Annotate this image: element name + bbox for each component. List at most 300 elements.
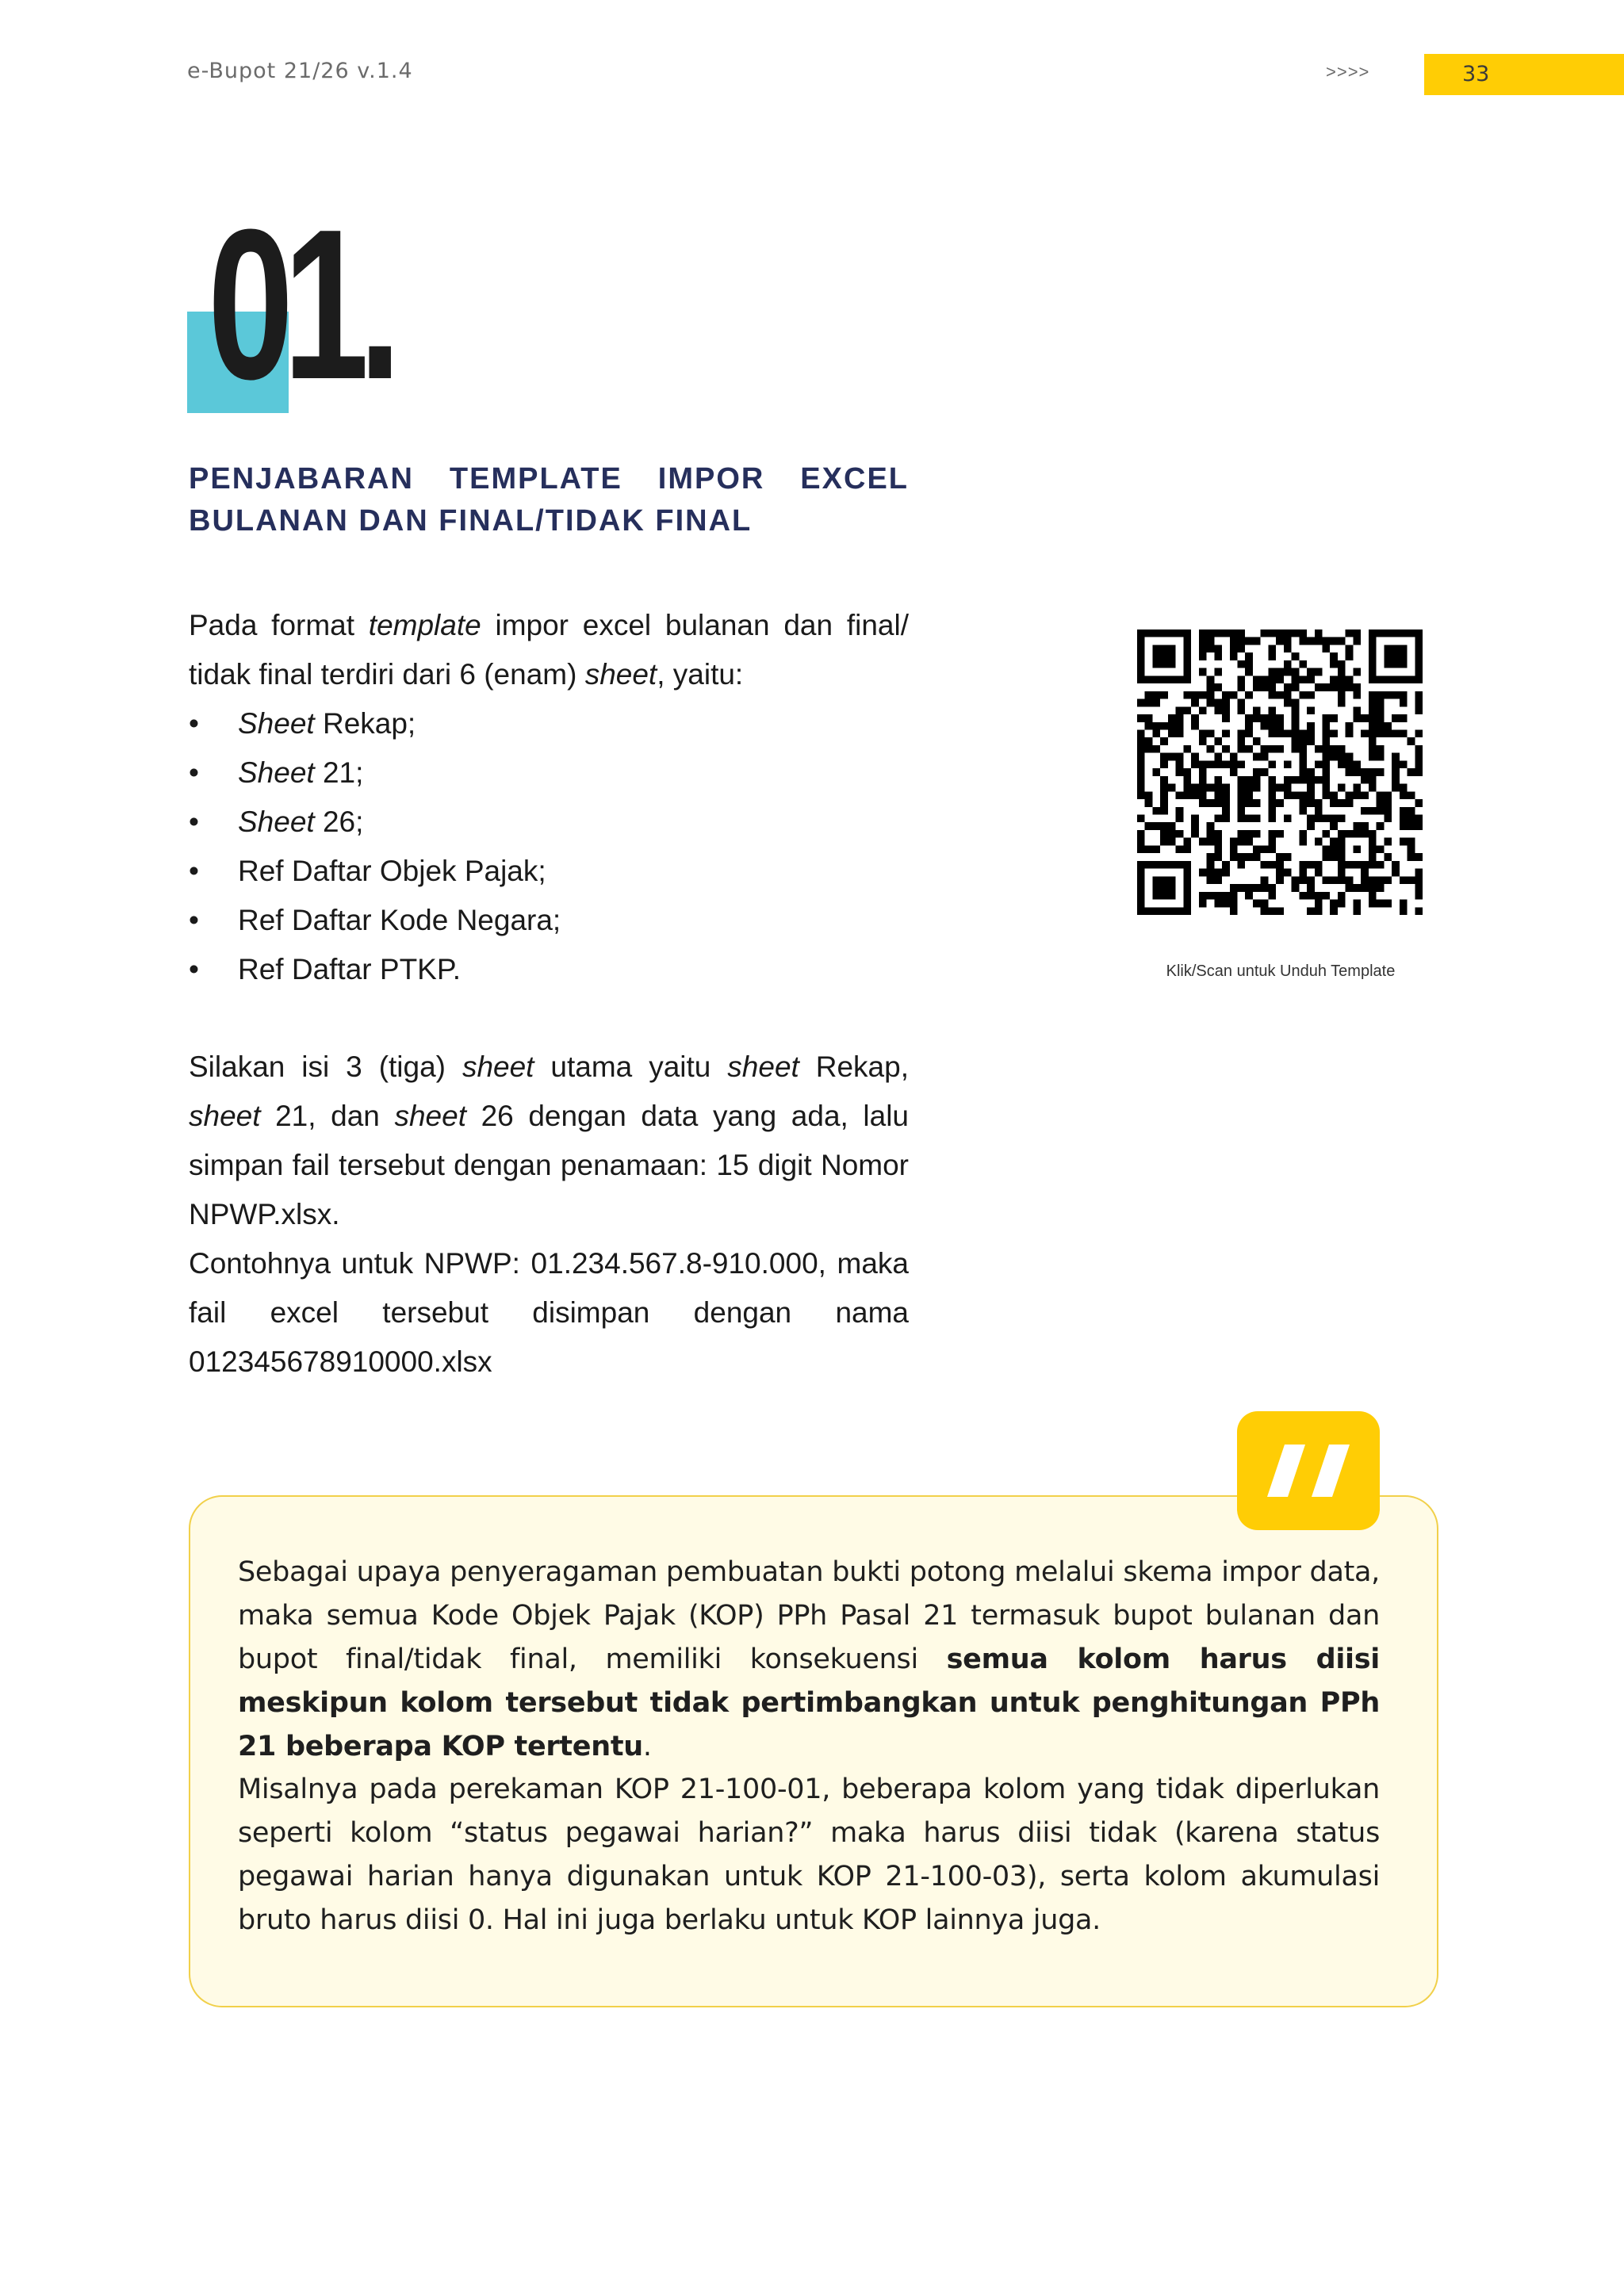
qr-module — [1315, 760, 1323, 768]
qr-module — [1276, 799, 1284, 807]
paragraph-text: 21, dan — [260, 1100, 395, 1132]
qr-module — [1268, 799, 1276, 807]
qr-module — [1353, 861, 1361, 869]
qr-module — [1299, 729, 1307, 737]
qr-module — [1137, 845, 1145, 853]
qr-module — [1408, 815, 1415, 823]
qr-module — [1323, 760, 1331, 768]
qr-module — [1415, 815, 1423, 823]
qr-module — [1268, 760, 1276, 768]
qr-module — [1400, 791, 1408, 799]
qr-module — [1160, 652, 1168, 660]
qr-module — [1199, 637, 1207, 645]
qr-module — [1268, 645, 1276, 652]
qr-module — [1237, 776, 1245, 784]
qr-module — [1377, 706, 1385, 714]
qr-module — [1207, 645, 1215, 652]
qr-module — [1323, 729, 1331, 737]
qr-module — [1384, 722, 1392, 730]
intro-emphasis: sheet — [584, 658, 657, 691]
qr-module — [1268, 629, 1276, 637]
qr-module — [1307, 768, 1315, 776]
list-item — [189, 847, 561, 896]
qr-module — [1338, 760, 1346, 768]
quote-badge — [1237, 1411, 1380, 1530]
qr-module — [1346, 830, 1354, 838]
qr-module — [1377, 807, 1385, 815]
qr-module — [1168, 884, 1176, 892]
qr-module — [1222, 799, 1230, 807]
qr-module — [1323, 745, 1331, 753]
qr-module — [1176, 815, 1184, 823]
qr-module — [1245, 652, 1253, 660]
qr-module — [1230, 691, 1238, 699]
qr-module — [1330, 675, 1338, 683]
qr-module — [1369, 753, 1377, 761]
qr-module — [1168, 830, 1176, 838]
qr-module — [1292, 729, 1300, 737]
qr-module — [1361, 776, 1369, 784]
qr-module — [1237, 737, 1245, 745]
qr-module — [1323, 830, 1331, 838]
qr-module — [1415, 869, 1423, 877]
qr-module — [1346, 760, 1354, 768]
qr-module — [1353, 691, 1361, 699]
qr-module — [1369, 892, 1377, 900]
qr-module — [1261, 675, 1269, 683]
qr-module — [1353, 791, 1361, 799]
qr-module — [1284, 853, 1292, 861]
qr-module — [1384, 876, 1392, 884]
qr-module — [1191, 822, 1199, 830]
qr-module — [1415, 876, 1423, 884]
qr-module — [1199, 668, 1207, 676]
qr-module — [1199, 838, 1207, 846]
qr-module — [1315, 629, 1323, 637]
qr-module — [1323, 737, 1331, 745]
qr-module — [1245, 830, 1253, 838]
qr-module — [1245, 660, 1253, 668]
qr-module — [1245, 745, 1253, 753]
qr-module — [1307, 892, 1315, 900]
qr-module — [1307, 884, 1315, 892]
qr-module — [1222, 745, 1230, 753]
qr-module — [1199, 799, 1207, 807]
qr-module — [1230, 853, 1238, 861]
qr-module — [1183, 745, 1191, 753]
qr-module — [1160, 645, 1168, 652]
qr-module — [1292, 675, 1300, 683]
qr-module — [1191, 760, 1199, 768]
qr-module — [1415, 652, 1423, 660]
qr-module — [1323, 892, 1331, 900]
qr-module — [1369, 845, 1377, 853]
qr-module — [1415, 760, 1423, 768]
qr-module — [1199, 869, 1207, 877]
qr-module — [1384, 729, 1392, 737]
paragraph-text: utama yaitu — [534, 1050, 728, 1083]
qr-module — [1330, 853, 1338, 861]
qr-module — [1338, 830, 1346, 838]
qr-module — [1346, 683, 1354, 691]
qr-module — [1377, 822, 1385, 830]
qr-module — [1276, 714, 1284, 722]
qr-module — [1160, 791, 1168, 799]
qr-module — [1353, 629, 1361, 637]
qr-module — [1377, 629, 1385, 637]
qr-module — [1415, 768, 1423, 776]
qr-module — [1415, 699, 1423, 707]
qr-module — [1152, 845, 1160, 853]
qr-module — [1299, 791, 1307, 799]
qr-module — [1268, 668, 1276, 676]
qr-module — [1292, 629, 1300, 637]
list-item — [189, 748, 561, 798]
qr-module — [1392, 776, 1400, 784]
qr-module — [1369, 699, 1377, 707]
qr-module — [1346, 799, 1354, 807]
qr-module — [1408, 822, 1415, 830]
qr-module — [1284, 645, 1292, 652]
qr-module — [1292, 706, 1300, 714]
qr-module — [1400, 714, 1408, 722]
qr-module — [1176, 714, 1184, 722]
qr-module — [1377, 745, 1385, 753]
qr-module — [1145, 822, 1153, 830]
qr-module — [1369, 784, 1377, 792]
bullet-icon: • — [189, 904, 199, 936]
qr-module — [1346, 675, 1354, 683]
qr-module — [1323, 784, 1331, 792]
qr-module — [1400, 807, 1408, 815]
intro-paragraph — [189, 601, 909, 699]
qr-module — [1207, 729, 1215, 737]
qr-module — [1338, 845, 1346, 853]
qr-module — [1369, 830, 1377, 838]
qr-module — [1168, 822, 1176, 830]
qr-module — [1330, 845, 1338, 853]
qr-module — [1160, 629, 1168, 637]
list-item — [189, 699, 561, 748]
qr-module — [1191, 791, 1199, 799]
qr-module — [1384, 815, 1392, 823]
qr-module — [1384, 838, 1392, 846]
qr-module — [1353, 683, 1361, 691]
qr-module — [1377, 845, 1385, 853]
qr-module — [1137, 699, 1145, 707]
qr-module — [1408, 737, 1415, 745]
qr-module — [1222, 714, 1230, 722]
qr-module — [1392, 675, 1400, 683]
qr-module — [1338, 637, 1346, 645]
qr-module — [1214, 784, 1222, 792]
qr-module — [1292, 876, 1300, 884]
qr-module — [1160, 722, 1168, 730]
qr-module — [1330, 791, 1338, 799]
qr-module — [1261, 900, 1269, 908]
intro-text: , yaitu: — [657, 658, 744, 691]
qr-module — [1369, 853, 1377, 861]
qr-module — [1137, 768, 1145, 776]
qr-module — [1346, 645, 1354, 652]
qr-module — [1323, 637, 1331, 645]
qr-module — [1276, 691, 1284, 699]
qr-module — [1237, 745, 1245, 753]
qr-module — [1145, 629, 1153, 637]
qr-module — [1253, 637, 1261, 645]
qr-module — [1207, 838, 1215, 846]
qr-module — [1261, 714, 1269, 722]
qr-module — [1145, 861, 1153, 869]
list-item — [189, 798, 561, 847]
qr-module — [1207, 822, 1215, 830]
qr-module — [1176, 807, 1184, 815]
qr-module — [1207, 760, 1215, 768]
qr-module — [1183, 691, 1191, 699]
qr-module — [1168, 753, 1176, 761]
qr-module — [1307, 706, 1315, 714]
qr-module — [1392, 645, 1400, 652]
qr-module — [1392, 660, 1400, 668]
qr-module — [1268, 892, 1276, 900]
qr-module — [1191, 830, 1199, 838]
qr-module — [1338, 675, 1346, 683]
qr-module — [1268, 845, 1276, 853]
qr-module — [1284, 699, 1292, 707]
qr-module — [1237, 791, 1245, 799]
qr-module — [1137, 876, 1145, 884]
qr-module — [1237, 729, 1245, 737]
qr-module — [1222, 706, 1230, 714]
qr-module — [1400, 652, 1408, 660]
qr-module — [1330, 876, 1338, 884]
qr-module — [1377, 900, 1385, 908]
qr-module — [1377, 714, 1385, 722]
qr-module — [1199, 629, 1207, 637]
qr-module — [1207, 876, 1215, 884]
qr-module — [1168, 784, 1176, 792]
qr-module — [1214, 753, 1222, 761]
qr-module — [1384, 675, 1392, 683]
paragraph-text: Silakan isi 3 (tiga) — [189, 1050, 462, 1083]
qr-module — [1183, 876, 1191, 884]
qr-module — [1377, 753, 1385, 761]
qr-module — [1191, 815, 1199, 823]
qr-module — [1307, 791, 1315, 799]
qr-module — [1152, 629, 1160, 637]
qr-module — [1152, 652, 1160, 660]
qr-module — [1137, 745, 1145, 753]
qr-module — [1361, 714, 1369, 722]
qr-module — [1137, 637, 1145, 645]
qr-module — [1160, 876, 1168, 884]
list-item-emphasis: Sheet — [238, 806, 315, 838]
qr-module — [1392, 753, 1400, 761]
qr-module — [1168, 907, 1176, 915]
qr-module — [1222, 861, 1230, 869]
qr-module — [1299, 861, 1307, 869]
qr-module — [1408, 807, 1415, 815]
qr-module — [1230, 838, 1238, 846]
qr-module — [1199, 776, 1207, 784]
qr-module — [1338, 815, 1346, 823]
qr-module — [1137, 907, 1145, 915]
qr-module — [1323, 776, 1331, 784]
qr-module — [1245, 853, 1253, 861]
qr-module — [1137, 729, 1145, 737]
qr-module — [1292, 714, 1300, 722]
qr-module — [1214, 645, 1222, 652]
qr-module — [1214, 629, 1222, 637]
qr-module — [1152, 729, 1160, 737]
qr-module — [1408, 629, 1415, 637]
qr-module — [1245, 722, 1253, 730]
qr-module — [1400, 760, 1408, 768]
qr-module — [1276, 907, 1284, 915]
qr-module — [1315, 683, 1323, 691]
qr-module — [1323, 876, 1331, 884]
qr-module — [1253, 900, 1261, 908]
qr-module — [1145, 791, 1153, 799]
qr-module — [1284, 869, 1292, 877]
qr-module — [1160, 691, 1168, 699]
qr-module — [1415, 629, 1423, 637]
list-item-emphasis: Sheet — [238, 756, 315, 789]
qr-module — [1137, 714, 1145, 722]
qr-module — [1408, 853, 1415, 861]
qr-module — [1315, 799, 1323, 807]
qr-module — [1299, 675, 1307, 683]
qr-module — [1145, 845, 1153, 853]
qr-module — [1222, 791, 1230, 799]
qr-module — [1199, 652, 1207, 660]
qr-module — [1230, 637, 1238, 645]
qr-module — [1292, 652, 1300, 660]
qr-module — [1415, 668, 1423, 676]
callout-bold-text: semua kolom harus diisi meskipun kolom tersebut tidak pertimbangkan untuk penghitungan PPh 21 beberapa KOP tertentu — [238, 1644, 1380, 1762]
document-title: e-Bupot 21/26 v.1.4 — [187, 59, 413, 83]
qr-module — [1392, 629, 1400, 637]
qr-module — [1369, 838, 1377, 846]
qr-module — [1330, 714, 1338, 722]
qr-module — [1346, 768, 1354, 776]
qr-module — [1237, 799, 1245, 807]
qr-module — [1183, 645, 1191, 652]
qr-module — [1152, 892, 1160, 900]
callout-text: Sebagai upaya penyeragaman pembuatan bukti potong melalui skema impor data, maka semua Kode Objek Pajak (KOP) PPh Pasal 21 termasuk bupot bulanan dan bupot final/tidak final, memiliki konsekuensi — [238, 1556, 1380, 1675]
qr-module — [1237, 629, 1245, 637]
qr-module — [1276, 675, 1284, 683]
qr-module — [1369, 652, 1377, 660]
qr-module — [1160, 861, 1168, 869]
qr-module — [1137, 869, 1145, 877]
qr-module — [1268, 884, 1276, 892]
qr-module — [1160, 753, 1168, 761]
qr-module — [1207, 853, 1215, 861]
qr-module — [1230, 753, 1238, 761]
qr-module — [1299, 629, 1307, 637]
qr-module — [1152, 691, 1160, 699]
qr-module — [1292, 791, 1300, 799]
qr-module — [1415, 691, 1423, 699]
qr-module — [1315, 892, 1323, 900]
qr-module — [1400, 629, 1408, 637]
qr-module — [1137, 668, 1145, 676]
qr-module — [1183, 637, 1191, 645]
qr-module — [1330, 900, 1338, 908]
qr-module — [1214, 683, 1222, 691]
qr-module — [1276, 629, 1284, 637]
qr-module — [1307, 668, 1315, 676]
qr-module — [1361, 876, 1369, 884]
qr-module — [1338, 838, 1346, 846]
qr-module — [1415, 637, 1423, 645]
qr-module — [1137, 660, 1145, 668]
qr-module — [1338, 699, 1346, 707]
qr-module — [1237, 683, 1245, 691]
qr-module — [1315, 861, 1323, 869]
qr-module — [1137, 838, 1145, 846]
qr-module — [1330, 637, 1338, 645]
qr-module — [1330, 729, 1338, 737]
qr-module — [1253, 706, 1261, 714]
qr-module — [1353, 884, 1361, 892]
qr-module — [1338, 660, 1346, 668]
qr-module — [1199, 791, 1207, 799]
qr-module — [1207, 683, 1215, 691]
qr-module — [1299, 660, 1307, 668]
qr-module — [1137, 815, 1145, 823]
qr-module — [1168, 861, 1176, 869]
qr-module — [1230, 629, 1238, 637]
qr-module — [1176, 907, 1184, 915]
qr-module — [1245, 791, 1253, 799]
qr-module — [1253, 675, 1261, 683]
qr-module — [1160, 760, 1168, 768]
qr-module — [1400, 822, 1408, 830]
qr-module — [1408, 876, 1415, 884]
qr-module — [1299, 637, 1307, 645]
qr-module — [1253, 845, 1261, 853]
qr-module — [1377, 799, 1385, 807]
qr-module — [1152, 768, 1160, 776]
qr-module — [1284, 784, 1292, 792]
qr-module — [1268, 776, 1276, 784]
qr-module — [1222, 760, 1230, 768]
qr-module — [1230, 907, 1238, 915]
qr-module — [1353, 714, 1361, 722]
qr-module — [1137, 861, 1145, 869]
qr-module — [1284, 815, 1292, 823]
qr-module — [1160, 799, 1168, 807]
qr-module — [1230, 892, 1238, 900]
qr-module — [1261, 753, 1269, 761]
qr-module — [1222, 784, 1230, 792]
qr-module — [1268, 683, 1276, 691]
qr-module — [1222, 869, 1230, 877]
qr-code-icon[interactable] — [1137, 629, 1423, 915]
qr-module — [1299, 768, 1307, 776]
qr-module — [1330, 815, 1338, 823]
callout-paragraph-2: Misalnya pada perekaman KOP 21-100-01, beberapa kolom yang tidak diperlukan seperti kolom “status pegawai harian?” maka harus diisi tidak (karena status pegawai harian hanya digunakan untuk KOP 21-100-03), serta kolom akumulasi bruto harus diisi 0. Hal ini juga berlaku untuk KOP lainnya juga. — [238, 1774, 1380, 1936]
qr-module — [1152, 807, 1160, 815]
qr-module — [1299, 760, 1307, 768]
qr-module — [1152, 699, 1160, 707]
qr-module — [1276, 745, 1284, 753]
qr-module — [1237, 853, 1245, 861]
qr-module — [1183, 675, 1191, 683]
qr-module — [1315, 869, 1323, 877]
